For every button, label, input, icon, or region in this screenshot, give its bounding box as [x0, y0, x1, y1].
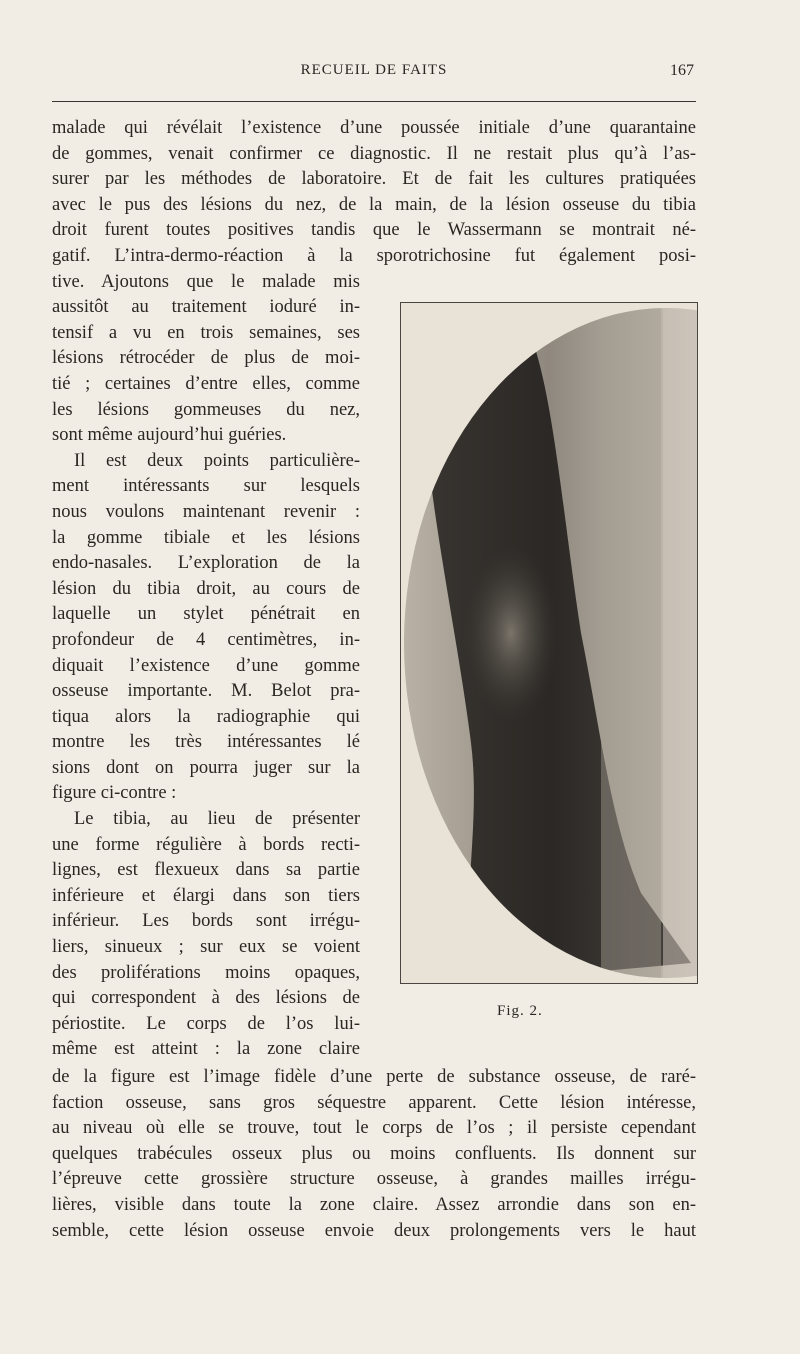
- text-line: montre les très intéressantes lé: [52, 732, 360, 753]
- text-line: endo-nasales. L’exploration de la: [52, 553, 360, 574]
- text-line: lésions rétrocéder de plus de moi-: [52, 348, 360, 369]
- text-line: l’épreuve cette grossière structure osseuse, à grandes mailles irrégu-: [52, 1169, 696, 1190]
- text-line: avec le pus des lésions du nez, de la main, de la lésion osseuse du tibia: [52, 194, 696, 215]
- text-line: malade qui révélait l’existence d’une poussée initiale d’une quarantaine: [52, 118, 696, 138]
- text-line: inférieur. Les bords sont irrégu-: [52, 911, 360, 932]
- text-line: figure ci-contre :: [52, 783, 177, 804]
- text-line: la gomme tibiale et les lésions: [52, 527, 360, 548]
- top-paragraph: [52, 116, 696, 270]
- running-title: RECUEIL DE FAITS: [300, 62, 448, 78]
- page-header: [52, 62, 696, 88]
- text-line: une forme régulière à bords recti-: [52, 834, 360, 855]
- text-line: lières, visible dans toute la zone claire. Assez arrondie dans son en-: [52, 1194, 696, 1215]
- side-column: [52, 270, 360, 1063]
- text-line: au niveau où elle se trouve, tout le corps de l’os ; il persiste cependant: [52, 1118, 696, 1139]
- text-line: droit furent toutes positives tandis que le Wassermann se montrait né-: [52, 220, 696, 241]
- text-line: les lésions gommeuses du nez,: [52, 399, 360, 420]
- text-line: faction osseuse, sans gros séquestre apparent. Cette lésion intéresse,: [52, 1092, 696, 1113]
- text-line: laquelle un stylet pénétrait en: [52, 604, 360, 625]
- text-line: de gommes, venait confirmer ce diagnostic. Il ne restait plus qu’à l’as-: [52, 143, 696, 164]
- radiograph-image: [401, 303, 697, 983]
- page-number: 167: [670, 62, 694, 79]
- text-line: lésion du tibia droit, au cours de: [52, 578, 360, 599]
- text-line: sions dont on pourra juger sur la: [52, 757, 360, 778]
- text-line: des proliférations moins opaques,: [52, 962, 360, 983]
- text-line: de la figure est l’image fidèle d’une perte de substance osseuse, de raré-: [52, 1067, 696, 1087]
- text-line: périostite. Le corps de l’os lui-: [52, 1013, 360, 1034]
- text-line: tive. Ajoutons que le malade mis: [52, 271, 360, 292]
- text-line: Il est deux points particulière-: [74, 450, 360, 471]
- text-line: même est atteint : la zone claire: [52, 1039, 360, 1060]
- text-line: surer par les méthodes de laboratoire. Et de fait les cultures pratiquées: [52, 169, 696, 190]
- text-line: Le tibia, au lieu de présenter: [74, 809, 360, 830]
- text-line: tensif a vu en trois semaines, ses: [52, 322, 360, 343]
- text-line: lignes, est flexueux dans sa partie: [52, 860, 360, 881]
- text-line: sont même aujourd’hui guéries.: [52, 425, 287, 446]
- text-line: ment intéressants sur lesquels: [52, 476, 360, 497]
- text-line: osseuse importante. M. Belot pra-: [52, 681, 360, 702]
- text-line: liers, sinueux ; sur eux se voient: [52, 937, 360, 958]
- text-line: qui correspondent à des lésions de: [52, 988, 360, 1009]
- text-line: profondeur de 4 centimètres, in-: [52, 629, 360, 650]
- header-rule: [52, 101, 696, 102]
- text-line: diquait l’existence d’une gomme: [52, 655, 360, 676]
- text-line: aussitôt au traitement ioduré in-: [52, 297, 360, 318]
- figure-caption: Fig. 2.: [497, 1003, 543, 1019]
- text-line: tié ; certaines d’entre elles, comme: [52, 373, 360, 394]
- bottom-paragraph: [52, 1065, 696, 1244]
- text-line: quelques trabécules osseux plus ou moins confluents. Ils donnent sur: [52, 1143, 696, 1164]
- text-line: gatif. L’intra-dermo-réaction à la sporotrichosine fut également posi-: [52, 245, 696, 266]
- text-line: nous voulons maintenant revenir :: [52, 501, 360, 522]
- radiograph-figure: [400, 302, 698, 984]
- text-line: inférieure et élargi dans son tiers: [52, 885, 360, 906]
- text-line: semble, cette lésion osseuse envoie deux prolongements vers le haut: [52, 1220, 696, 1241]
- text-line: tiqua alors la radiographie qui: [52, 706, 360, 727]
